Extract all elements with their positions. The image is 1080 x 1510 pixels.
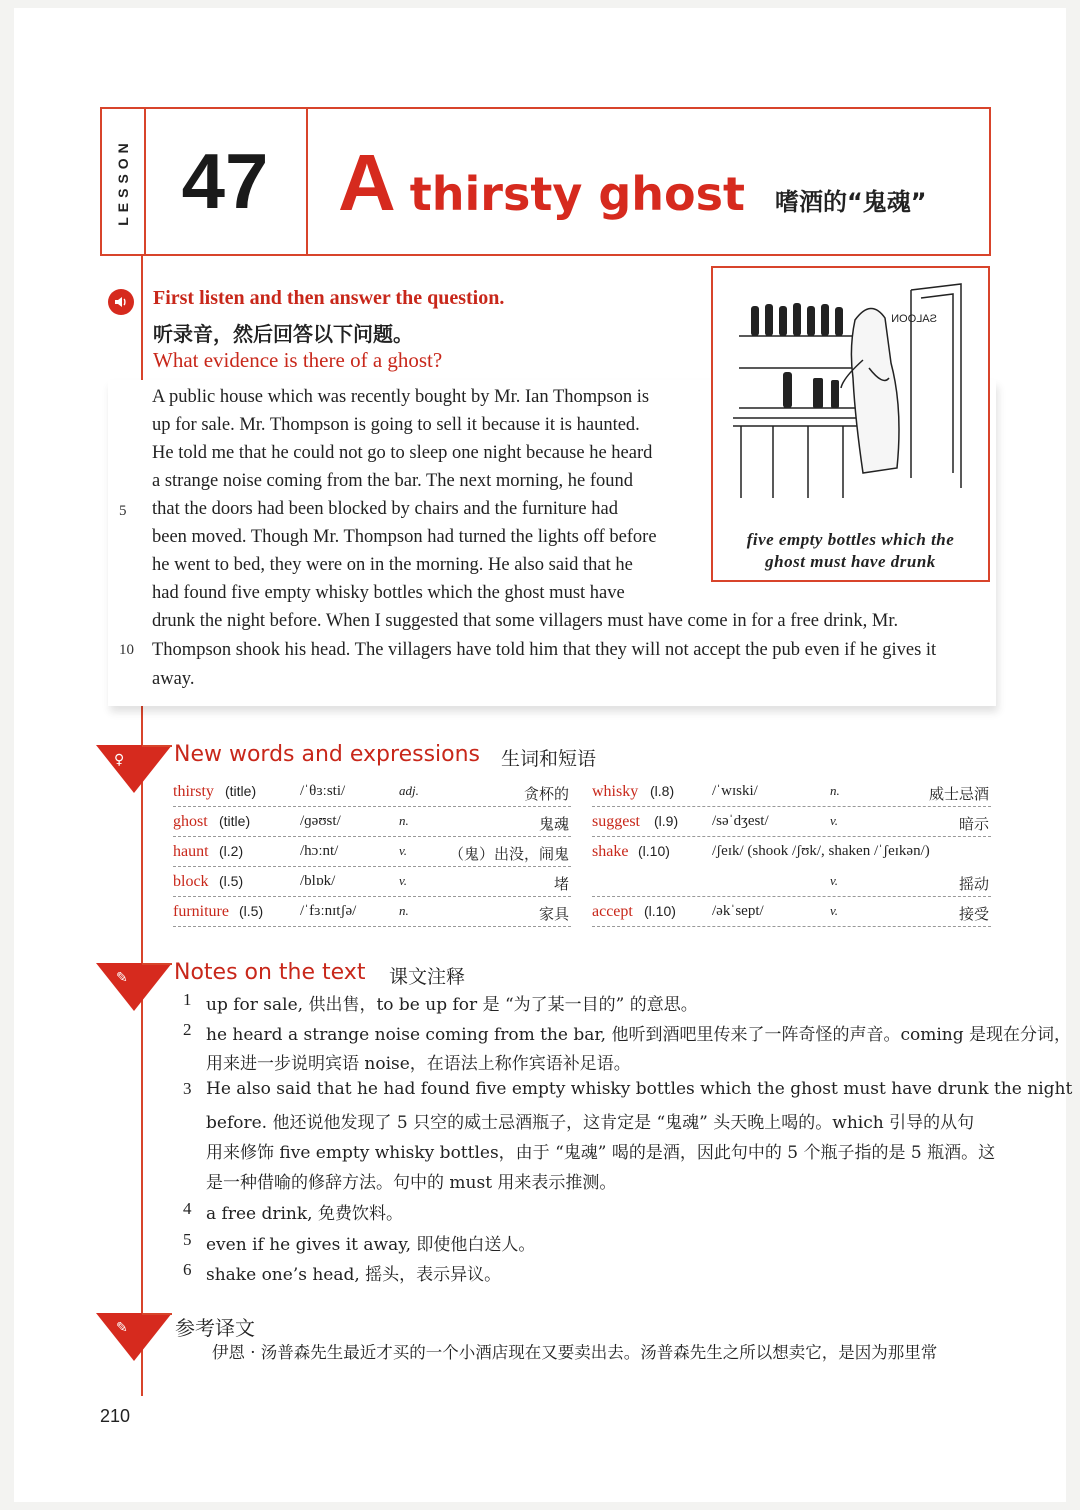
section-rule bbox=[142, 745, 172, 747]
note-number: 4 bbox=[183, 1199, 192, 1218]
passage-line: up for sale. Mr. Thompson is going to sell it because it is haunted. bbox=[152, 415, 640, 435]
lightbulb-icon: ♀ bbox=[114, 752, 125, 768]
word-ipa: /hɔːnt/ bbox=[300, 843, 339, 859]
word-ipa: /ɡəʊst/ bbox=[300, 813, 341, 829]
word-ipa: /səˈdʒest/ bbox=[712, 813, 769, 829]
line-marker: 10 bbox=[119, 642, 134, 658]
word-meaning: 贪杯的 bbox=[523, 785, 569, 803]
lesson-title bbox=[338, 137, 927, 227]
word: haunt bbox=[173, 843, 209, 860]
word-ref: (l.2) bbox=[219, 843, 244, 859]
lesson-tab bbox=[102, 109, 146, 254]
word-ipa: /blɒk/ bbox=[300, 873, 336, 889]
word: suggest bbox=[592, 813, 640, 830]
note-line: 用来修饰 five empty whisky bottles，由于 “鬼魂” 喝的是酒，因此句中的 5 个瓶子指的是 5 瓶酒。这 bbox=[206, 1143, 996, 1163]
ghost-bar-drawing bbox=[713, 268, 988, 498]
note-number: 3 bbox=[183, 1079, 192, 1098]
lesson-label: LESSON bbox=[115, 137, 131, 226]
word-row bbox=[592, 809, 991, 837]
word-ref: (l.9) bbox=[654, 813, 679, 829]
word-ref: (l.8) bbox=[650, 783, 675, 799]
word-meaning: 堵 bbox=[553, 875, 569, 893]
section-icon bbox=[96, 963, 172, 1011]
section-rule bbox=[142, 1313, 172, 1315]
notes-title: Notes on the text bbox=[174, 960, 366, 985]
lesson-number: 47 bbox=[144, 109, 308, 254]
word: ghost bbox=[173, 813, 208, 830]
passage-line: been moved. Though Mr. Thompson had turned the lights off before bbox=[152, 527, 657, 547]
passage-line: a strange noise coming from the bar. The next morning, he found bbox=[152, 471, 634, 491]
illustration bbox=[711, 266, 990, 582]
word-ipa: /ˈθɜːsti/ bbox=[300, 783, 346, 799]
saloon-sign: SALOON bbox=[891, 313, 937, 325]
word: thirsty bbox=[173, 783, 214, 800]
passage-line: Thompson shook his head. The villagers have told him that they will not accept the pub even if he gives it bbox=[152, 640, 937, 660]
word-pos: v. bbox=[830, 813, 839, 828]
new-words-title-zh: 生词和短语 bbox=[501, 748, 597, 770]
word-meaning: 家具 bbox=[538, 905, 569, 923]
word-pos: n. bbox=[399, 903, 409, 918]
word-ipa: /əkˈsept/ bbox=[712, 903, 764, 919]
word-ref: (l.5) bbox=[239, 903, 264, 919]
word: accept bbox=[592, 903, 633, 920]
passage-line: that the doors had been blocked by chairs and the furniture had bbox=[152, 499, 618, 519]
note-line: 是一种借喻的修辞方法。句中的 must 用来表示推测。 bbox=[206, 1173, 617, 1193]
word-pos: n. bbox=[399, 813, 409, 828]
word-ref: (l.10) bbox=[644, 903, 676, 919]
passage-line: drunk the night before. When I suggested that some villagers must have come in for a free drink, Mr. bbox=[152, 611, 899, 631]
title-initial: A bbox=[338, 138, 396, 227]
word-ipa: /ˈfɜːnɪtʃə/ bbox=[300, 903, 357, 919]
word-pos: v. bbox=[830, 903, 839, 918]
word-ref: (l.10) bbox=[638, 843, 670, 859]
word-meaning: 摇动 bbox=[958, 875, 989, 893]
word-pos: adj. bbox=[399, 783, 419, 798]
word-pos: v. bbox=[399, 873, 408, 888]
pen-icon: ✎ bbox=[116, 1320, 128, 1336]
note-line: even if he gives it away, 即使他白送人。 bbox=[206, 1235, 536, 1255]
word-row bbox=[592, 839, 991, 867]
passage-line: had found five empty whisky bottles which the ghost must have bbox=[152, 583, 625, 603]
word-meaning: （鬼）出没，闹鬼 bbox=[448, 845, 569, 863]
passage-line: away. bbox=[152, 669, 195, 689]
listening-instruction-zh: 听录音，然后回答以下问题。 bbox=[153, 322, 413, 346]
section-icon bbox=[96, 1313, 172, 1361]
passage-line: A public house which was recently bought by Mr. Ian Thompson is bbox=[152, 387, 650, 407]
word: shake bbox=[592, 843, 629, 860]
word-meaning: 鬼魂 bbox=[538, 815, 569, 833]
pen-icon: ✎ bbox=[116, 970, 128, 986]
word-row bbox=[173, 839, 571, 867]
section-icon bbox=[96, 745, 172, 793]
word-row bbox=[592, 869, 991, 897]
note-line: 用来进一步说明宾语 noise，在语法上称作宾语补足语。 bbox=[206, 1054, 631, 1074]
speaker-icon[interactable] bbox=[108, 289, 134, 315]
notes-title-zh: 课文注释 bbox=[389, 966, 466, 988]
note-line: a free drink, 免费饮料。 bbox=[206, 1204, 403, 1224]
passage-line: He told me that he could not go to sleep one night because he heard bbox=[152, 443, 653, 463]
word-meaning: 威士忌酒 bbox=[928, 785, 989, 803]
note-line: up for sale, 供出售，to be up for 是 “为了某一目的” 的意思。 bbox=[206, 995, 698, 1015]
word-pos: n. bbox=[830, 783, 840, 798]
word-row bbox=[173, 869, 571, 897]
illustration-caption: five empty bottles which the bbox=[746, 530, 955, 549]
word-row bbox=[173, 779, 571, 807]
listening-question: What evidence is there of a ghost? bbox=[153, 348, 443, 372]
note-number: 5 bbox=[183, 1230, 192, 1249]
word-ref: (title) bbox=[225, 783, 257, 799]
line-marker: 5 bbox=[119, 503, 127, 519]
note-number: 2 bbox=[183, 1020, 192, 1039]
note-line: He also said that he had found five empty whisky bottles which the ghost must have drunk the night bbox=[206, 1079, 1073, 1099]
word: whisky bbox=[592, 783, 639, 800]
lesson-header bbox=[100, 107, 991, 256]
word: block bbox=[173, 873, 209, 890]
word-row bbox=[173, 899, 571, 927]
word-meaning: 暗示 bbox=[958, 815, 989, 833]
reference-text: 伊恩 · 汤普森先生最近才买的一个小酒店现在又要卖出去。汤普森先生之所以想卖它，是因为那里常 bbox=[212, 1343, 938, 1362]
word-ref: (title) bbox=[219, 813, 251, 829]
note-number: 6 bbox=[183, 1260, 192, 1279]
word-row bbox=[592, 779, 991, 807]
title-text: thirsty ghost bbox=[409, 167, 745, 221]
note-line: shake one’s head, 摇头，表示异议。 bbox=[206, 1265, 502, 1285]
word: furniture bbox=[173, 903, 229, 920]
note-line: before. 他还说他发现了 5 只空的威士忌酒瓶子，这肯定是 “鬼魂” 头天晚上喝的。which 引导的从句 bbox=[206, 1113, 975, 1133]
title-chinese: 嗜酒的“鬼魂” bbox=[775, 188, 927, 216]
word-ref: (l.5) bbox=[219, 873, 244, 889]
word-meaning: 接受 bbox=[958, 905, 989, 923]
passage-line: he went to bed, they were on in the morning. He also said that he bbox=[152, 555, 633, 575]
note-line: he heard a strange noise coming from the bar, 他听到酒吧里传来了一阵奇怪的声音。coming 是现在分词， bbox=[206, 1025, 1072, 1045]
note-number: 1 bbox=[183, 990, 192, 1009]
illustration-caption: ghost must have drunk bbox=[765, 552, 936, 571]
listening-instruction: First listen and then answer the question. bbox=[153, 287, 505, 309]
word-row bbox=[173, 809, 571, 837]
word-ipa: /ʃeɪk/ (shook /ʃʊk/, shaken /ˈʃeɪkən/) bbox=[712, 843, 930, 859]
word-pos: v. bbox=[830, 873, 839, 888]
new-words-title: New words and expressions bbox=[174, 742, 481, 767]
word-ipa: /ˈwɪski/ bbox=[712, 783, 758, 799]
word-pos: v. bbox=[399, 843, 408, 858]
reference-title: 参考译文 bbox=[175, 1316, 255, 1340]
word-row bbox=[592, 899, 991, 927]
page-number: 210 bbox=[100, 1406, 131, 1426]
section-rule bbox=[142, 963, 172, 965]
